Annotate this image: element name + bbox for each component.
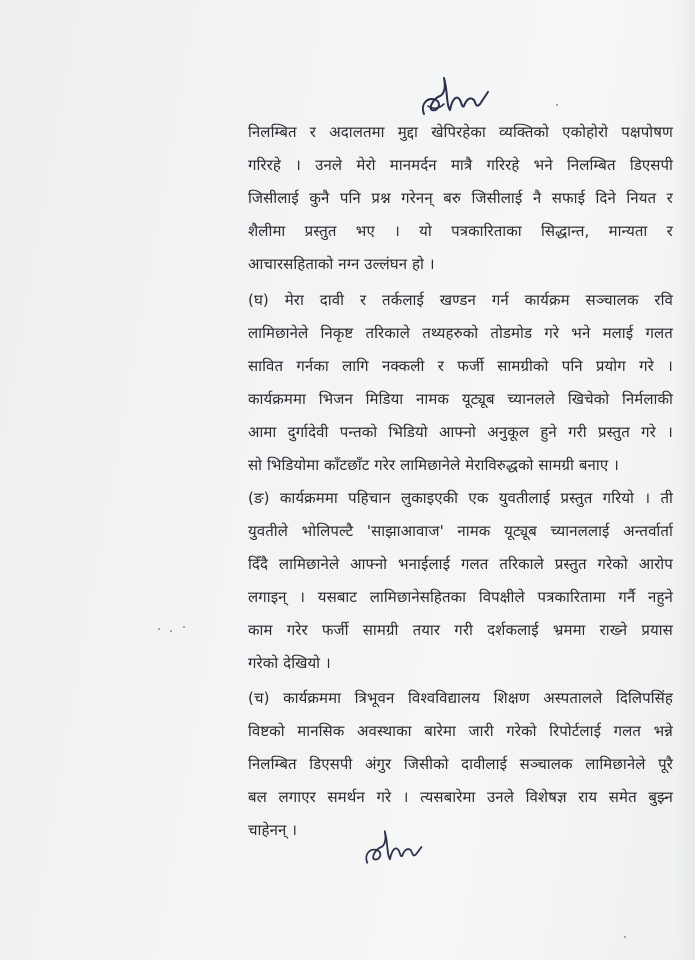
word: तरिकाले bbox=[365, 324, 411, 342]
word: रिपोर्टलाई bbox=[549, 722, 602, 740]
word: जिसीलाई bbox=[248, 189, 299, 207]
text-line bbox=[248, 482, 673, 515]
word: मान्यता bbox=[608, 222, 648, 240]
word: कुनै bbox=[309, 189, 330, 207]
word: उनले bbox=[315, 156, 343, 174]
text-line bbox=[248, 215, 673, 248]
word: अनुकूल bbox=[487, 423, 530, 441]
word: पन्तको bbox=[339, 423, 378, 441]
word: गरे bbox=[544, 324, 560, 342]
word: निर्मलाकी bbox=[621, 390, 673, 408]
word: अवस्थाका bbox=[356, 722, 412, 740]
word: फर्जी bbox=[321, 621, 349, 639]
word: कार्यक्रममा bbox=[248, 390, 306, 408]
word: मेरा bbox=[284, 291, 304, 309]
word: उनले bbox=[486, 788, 514, 806]
word: तयार bbox=[412, 621, 441, 639]
word: समर्थन bbox=[327, 788, 365, 806]
word: खेपिरहेका bbox=[431, 123, 486, 141]
text-line bbox=[248, 515, 673, 548]
word: (च) bbox=[248, 689, 270, 707]
word: नामक bbox=[457, 522, 491, 540]
word: मानसिक bbox=[297, 722, 345, 740]
text-line bbox=[248, 350, 673, 383]
word: गरेर bbox=[286, 621, 308, 639]
word: र bbox=[666, 189, 673, 207]
word: । bbox=[667, 423, 673, 441]
word: सञ्चालक bbox=[585, 291, 639, 309]
word: । bbox=[402, 788, 409, 806]
text-line bbox=[248, 715, 673, 748]
word: पूरै bbox=[658, 755, 673, 773]
word: शैलीमा bbox=[248, 222, 286, 240]
word: प्रस्तुत bbox=[554, 555, 587, 573]
word: अदालतमा bbox=[329, 123, 385, 141]
text-line bbox=[248, 614, 673, 647]
word: गरेको bbox=[506, 722, 537, 740]
word: भने bbox=[571, 324, 591, 342]
word: तथ्यहरुको bbox=[422, 324, 479, 342]
text-line bbox=[248, 581, 673, 614]
word: लामिछानेले bbox=[278, 555, 340, 573]
word: राख्ने bbox=[599, 621, 628, 639]
word: जिसीलाई bbox=[471, 189, 523, 207]
word: लगाइन् bbox=[248, 588, 287, 606]
word: गलत bbox=[645, 324, 673, 342]
word: नियत bbox=[626, 189, 657, 207]
word: 'साझाआवाज' bbox=[366, 522, 444, 540]
word: भोलिपल्टै bbox=[301, 522, 354, 540]
word: आरोप bbox=[638, 555, 673, 573]
word: हुने bbox=[540, 423, 557, 441]
word: । bbox=[667, 357, 673, 375]
word: नहुने bbox=[648, 588, 673, 606]
paragraph-intro bbox=[248, 116, 673, 281]
word: भन्ने bbox=[653, 722, 673, 740]
word: समेत bbox=[608, 788, 637, 806]
word: गरिरहे bbox=[486, 156, 520, 174]
text-line bbox=[248, 548, 673, 581]
word: प्रस्तुत bbox=[560, 489, 593, 507]
text-line bbox=[248, 748, 673, 781]
word: डिएसपी bbox=[629, 156, 673, 174]
word: दर्शकलाई bbox=[487, 621, 539, 639]
word: सामग्री bbox=[362, 621, 399, 639]
paragraph-nga bbox=[248, 482, 673, 680]
word: लामिछानेसहितका bbox=[369, 588, 467, 606]
word: व्यक्तिको bbox=[499, 123, 550, 141]
word: । bbox=[394, 222, 400, 240]
word: नामक bbox=[416, 390, 450, 408]
word: तोडमोड bbox=[490, 324, 533, 342]
word: तरिकाले bbox=[499, 555, 544, 573]
word: यूट्यूब bbox=[461, 390, 495, 408]
word: राय bbox=[578, 788, 598, 806]
word: बुझ्न bbox=[648, 788, 673, 806]
word: युवतीले bbox=[248, 522, 289, 540]
word: लामिछानेले bbox=[585, 755, 646, 773]
word: मुद्दा bbox=[397, 123, 419, 141]
word: । bbox=[295, 156, 301, 174]
word: जारी bbox=[468, 722, 494, 740]
word: भने bbox=[533, 156, 553, 174]
word: तर्कलाई bbox=[382, 291, 424, 309]
word: । bbox=[644, 489, 651, 507]
word: भिजन bbox=[318, 390, 353, 408]
word: पक्षपोषण bbox=[621, 123, 673, 141]
word: भनाईलाई bbox=[398, 555, 451, 573]
word: प्रयोग bbox=[595, 357, 626, 375]
word: बारेमा bbox=[424, 722, 456, 740]
text-line bbox=[248, 149, 673, 182]
word: दिँदै bbox=[248, 555, 269, 573]
word: गरियो bbox=[602, 489, 635, 507]
word: भ्रममा bbox=[552, 621, 586, 639]
word: दिने bbox=[595, 189, 616, 207]
text-line bbox=[248, 416, 673, 449]
word: प्रस्तुत bbox=[597, 423, 630, 441]
word: गरी bbox=[568, 423, 587, 441]
word: भिडियो bbox=[388, 423, 428, 441]
word: पत्रकारिताका bbox=[451, 222, 522, 240]
word: बल bbox=[248, 788, 267, 806]
word: सञ्चालक bbox=[519, 755, 573, 773]
word: अन्तर्वार्ता bbox=[623, 522, 673, 540]
word: रवि bbox=[654, 291, 673, 309]
word: सफाई bbox=[551, 189, 586, 207]
word: पहिचान bbox=[348, 489, 391, 507]
word: आमा bbox=[248, 423, 277, 441]
paragraph-cha bbox=[248, 682, 673, 847]
word: सामग्रीको bbox=[497, 357, 549, 375]
word: गरिरहे bbox=[248, 156, 281, 174]
word: । bbox=[299, 588, 306, 606]
word: मेरो bbox=[356, 156, 376, 174]
word: ती bbox=[660, 489, 673, 507]
word: मिडिया bbox=[365, 390, 404, 408]
word: (घ) bbox=[248, 291, 269, 309]
word: विश्वविद्यालय bbox=[408, 689, 481, 707]
word: लगाएर bbox=[278, 788, 316, 806]
word: अस्पतालले bbox=[543, 689, 603, 707]
word: पत्रकारितामा bbox=[537, 588, 606, 606]
word: पनि bbox=[339, 189, 361, 207]
text-line: गरेको देखियो । bbox=[248, 654, 331, 672]
word: गर्न bbox=[491, 291, 509, 309]
word: डिएसपी bbox=[309, 755, 353, 773]
text-line bbox=[248, 781, 673, 814]
word: र bbox=[666, 222, 673, 240]
word: यसबाट bbox=[317, 588, 358, 606]
word: र bbox=[309, 123, 317, 141]
text-line bbox=[248, 383, 673, 416]
word: र bbox=[437, 357, 444, 375]
word: निलम्बित bbox=[248, 755, 297, 773]
word: खिचेको bbox=[567, 390, 610, 408]
word: दावीलाई bbox=[461, 755, 508, 773]
word: एक bbox=[468, 489, 489, 507]
word: दुर्गादेवी bbox=[287, 423, 329, 441]
word: कार्यक्रममा bbox=[283, 689, 342, 707]
word: गरे bbox=[639, 357, 654, 375]
word: विष्टको bbox=[248, 722, 285, 740]
word: मानमर्दन bbox=[389, 156, 437, 174]
word: विपक्षीले bbox=[478, 588, 525, 606]
word: च्यानललाई bbox=[550, 522, 610, 540]
word: विशेषज्ञ bbox=[525, 788, 567, 806]
word: गर्नै bbox=[618, 588, 636, 606]
word: मलाई bbox=[602, 324, 634, 342]
word: यूट्यूब bbox=[504, 522, 537, 540]
word: भए bbox=[355, 222, 375, 240]
word: मात्रै bbox=[450, 156, 473, 174]
word: जिसीको bbox=[403, 755, 449, 773]
text-line bbox=[248, 116, 673, 149]
word: र bbox=[359, 291, 367, 309]
word: यो bbox=[419, 222, 432, 240]
word: प्रयास bbox=[641, 621, 673, 639]
word: च्यानलले bbox=[507, 390, 556, 408]
text-line: आचारसहिताको नग्न उल्लंघन हो । bbox=[248, 255, 435, 273]
word: खण्डन bbox=[439, 291, 476, 309]
word: आफ्नो bbox=[438, 423, 476, 441]
text-line bbox=[248, 682, 673, 715]
word: कार्यक्रममा bbox=[279, 489, 338, 507]
word: लागि bbox=[342, 357, 369, 375]
word: दिलिपसिंह bbox=[616, 689, 673, 707]
word: गर्नका bbox=[296, 357, 329, 375]
word: नक्कली bbox=[381, 357, 425, 375]
word: त्यसबारेमा bbox=[420, 788, 476, 806]
word: बरु bbox=[443, 189, 462, 207]
text-line: चाहेनन् । bbox=[248, 821, 298, 839]
word: दावी bbox=[319, 291, 345, 309]
word: गरी bbox=[454, 621, 473, 639]
word: गलत bbox=[613, 722, 642, 740]
word: एकोहोरो bbox=[562, 123, 609, 141]
word: पनि bbox=[561, 357, 583, 375]
word: युवतीलाई bbox=[498, 489, 551, 507]
word: निलम्बित bbox=[566, 156, 616, 174]
word: गरेको bbox=[597, 555, 628, 573]
word: प्रश्न bbox=[371, 189, 391, 207]
word: अंगुर bbox=[364, 755, 392, 773]
word: (ङ) bbox=[248, 489, 270, 507]
word: प्रस्तुत bbox=[304, 222, 337, 240]
signature-top bbox=[418, 70, 498, 122]
page-edge-shadow bbox=[675, 0, 695, 960]
word: काम bbox=[248, 621, 273, 639]
text-line bbox=[248, 182, 673, 215]
word: फर्जी bbox=[457, 357, 485, 375]
word: सावित bbox=[248, 357, 284, 375]
word: कार्यक्रम bbox=[524, 291, 570, 309]
word: आफ्नो bbox=[350, 555, 388, 573]
word: सिद्धान्त, bbox=[541, 222, 590, 240]
word: शिक्षण bbox=[493, 689, 530, 707]
word: लुकाइएकी bbox=[400, 489, 459, 507]
word: लामिछानेले bbox=[248, 324, 309, 342]
word: त्रिभूवन bbox=[354, 689, 395, 707]
word: निलम्बित bbox=[248, 123, 297, 141]
word: गरे bbox=[376, 788, 392, 806]
text-line: सो भिडियोमा काँटछाँट गरेर लामिछानेले मेराविरुद्धको सामग्री बनाए । bbox=[248, 456, 619, 474]
word: नै bbox=[532, 189, 542, 207]
word: गरे bbox=[641, 423, 656, 441]
word: गरेनन् bbox=[401, 189, 433, 207]
paragraph-gha bbox=[248, 284, 673, 482]
text-line bbox=[248, 317, 673, 350]
word: निकृष्ट bbox=[320, 324, 354, 342]
text-line bbox=[248, 284, 673, 317]
word: गलत bbox=[460, 555, 489, 573]
